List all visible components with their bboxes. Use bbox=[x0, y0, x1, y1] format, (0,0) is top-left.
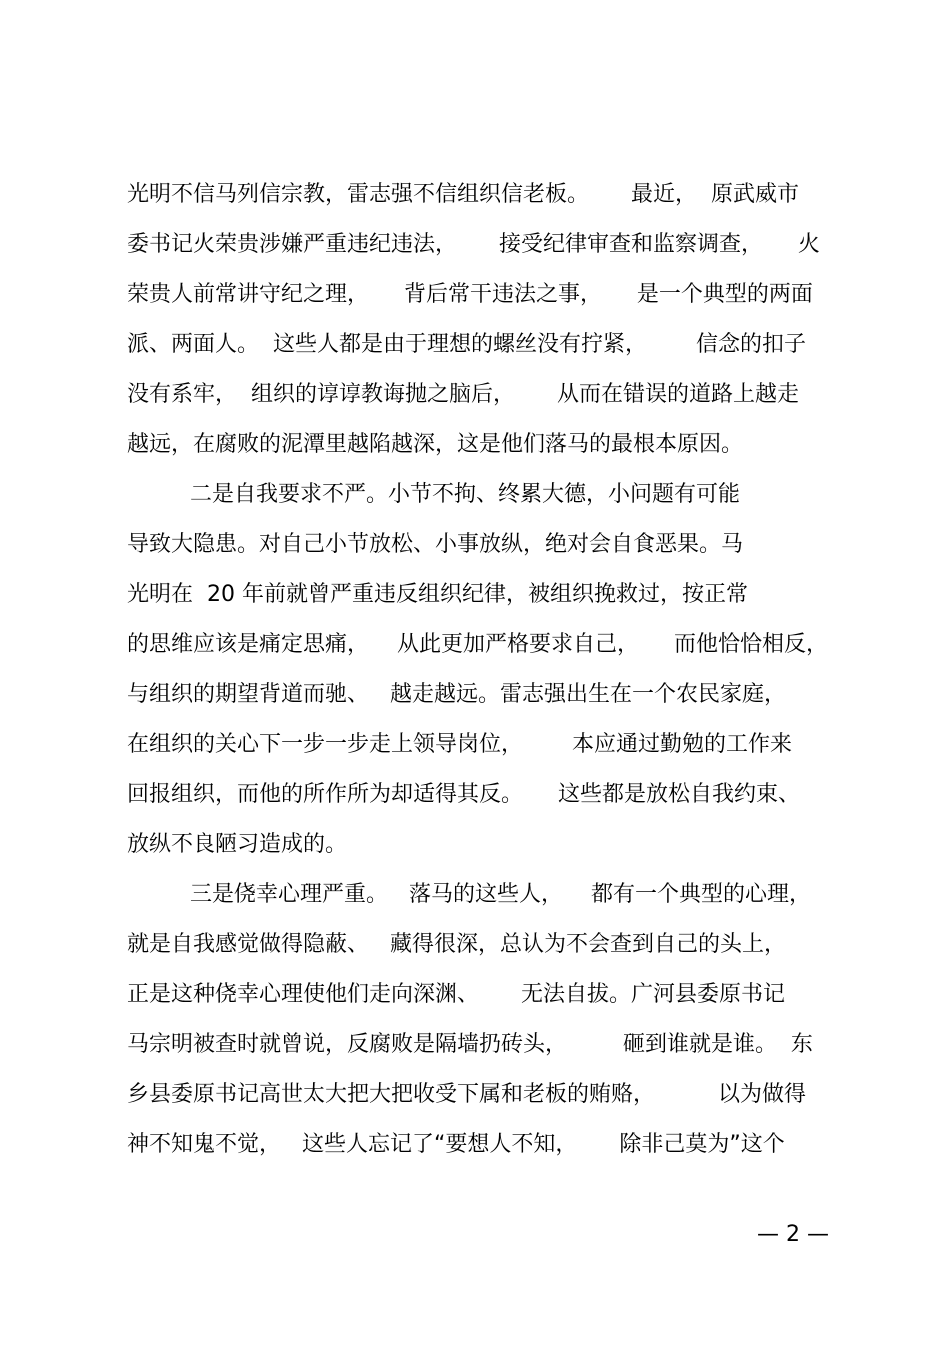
text-line: 的思维应该是痛定思痛， 从此更加严格要求自己， 而他恰恰相反， bbox=[127, 632, 828, 657]
page-number: — 2 — bbox=[757, 1222, 829, 1247]
text-line: 正是这种侥幸心理使他们走向深渊、 无法自拔。广河县委原书记 bbox=[127, 982, 785, 1007]
text-line: 回报组织，而他的所作所为却适得其反。 这些都是放松自我约束、 bbox=[127, 782, 800, 807]
text-line: 委书记火荣贵涉嫌严重违纪违法， 接受纪律审查和监察调查， 火 bbox=[127, 232, 820, 257]
text-line: 光明不信马列信宗教，雷志强不信组织信老板。 最近， 原武威市 bbox=[127, 182, 799, 207]
text-line: 越远，在腐败的泥潭里越陷越深，这是他们落马的最根本原因。 bbox=[127, 432, 744, 457]
text-line: 神不知鬼不觉， 这些人忘记了“要想人不知， 除非己莫为”这个 bbox=[127, 1132, 785, 1157]
text-line: 派、两面人。 这些人都是由于理想的螺丝没有拧紧， 信念的扣子 bbox=[127, 332, 806, 357]
paragraph-heading-line: 二是自我要求不严。小节不拘、终累大德，小问题有可能 bbox=[190, 482, 741, 507]
text-line: 在组织的关心下一步一步走上领导岗位， 本应通过勤勉的工作来 bbox=[127, 732, 792, 757]
text-line: 光明在 20 年前就曾严重违反组织纪律，被组织挽救过，按正常 bbox=[127, 582, 748, 607]
text-line: 荣贵人前常讲守纪之理， 背后常干违法之事， 是一个典型的两面 bbox=[127, 282, 813, 307]
text-line: 没有系牢， 组织的谆谆教诲抛之脑后， 从而在错误的道路上越走 bbox=[127, 382, 799, 407]
text-line: 马宗明被查时就曾说，反腐败是隔墙扔砖头， 砸到谁就是谁。 东 bbox=[127, 1032, 813, 1057]
text-line: 放纵不良陋习造成的。 bbox=[127, 832, 348, 857]
paragraph-heading-line: 三是侥幸心理严重。 落马的这些人， 都有一个典型的心理， bbox=[190, 882, 811, 907]
text-line: 与组织的期望背道而驰、 越走越远。雷志强出生在一个农民家庭， bbox=[127, 682, 786, 707]
text-line: 乡县委原书记高世太大把大把收受下属和老板的贿赂， 以为做得 bbox=[127, 1082, 806, 1107]
text-line: 导致大隐患。对自己小节放松、小事放纵，绝对会自食恶果。马 bbox=[127, 532, 744, 557]
text-line: 就是自我感觉做得隐蔽、 藏得很深，总认为不会查到自己的头上， bbox=[127, 932, 786, 957]
